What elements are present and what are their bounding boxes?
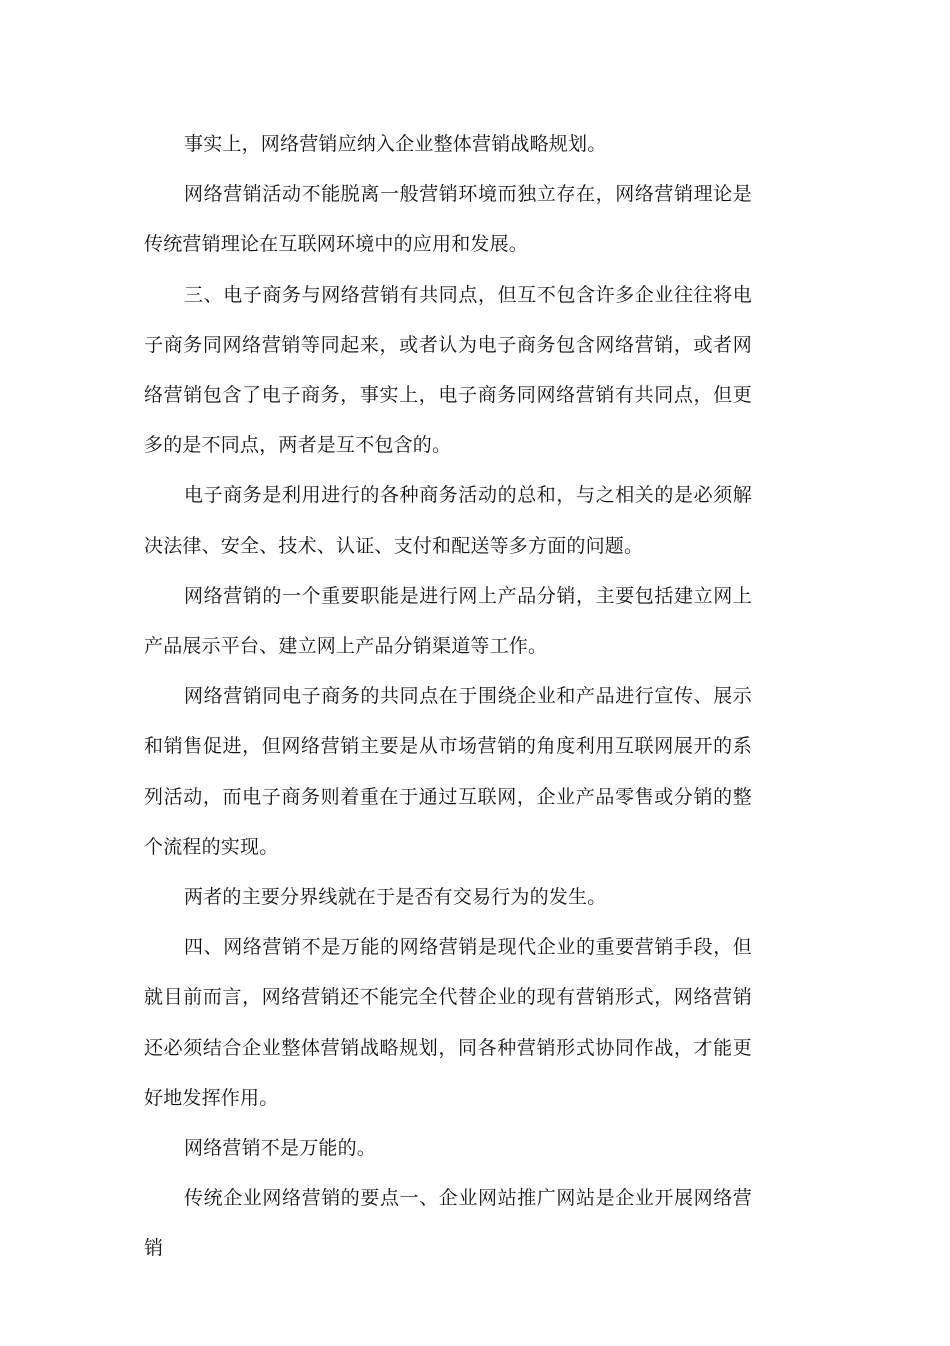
paragraph: 网络营销的一个重要职能是进行网上产品分销，主要包括建立网上产品展示平台、建立网上产品分销渠道等工作。 [144,584,752,658]
paragraph: 三、电子商务与网络营销有共同点，但互不包含许多企业往往将电子商务同网络营销等同起来，或者认为电子商务包含网络营销，或者网络营销包含了电子商务，事实上，电子商务同网络营销有共同点，但更多的是不同点，两者是互不包含的。 [144,283,752,457]
paragraph: 事实上，网络营销应纳入企业整体营销战略规划。 [184,133,607,155]
document-body [144,119,752,1274]
paragraph: 网络营销活动不能脱离一般营销环境而独立存在，网络营销理论是传统营销理论在互联网环境中的应用和发展。 [144,183,752,256]
paragraph: 电子商务是利用进行的各种商务活动的总和，与之相关的是必须解决法律、安全、技术、认证、支付和配送等多方面的问题。 [144,484,752,557]
paragraph: 网络营销不是万能的。 [184,1137,377,1160]
paragraph: 传统企业网络营销的要点一、企业网站推广网站是企业开展网络营销 [144,1187,752,1260]
paragraph: 网络营销同电子商务的共同点在于围绕企业和产品进行宣传、展示和销售促进，但网络营销主要是从市场营销的角度利用互联网展开的系列活动，而电子商务则着重在于通过互联网，企业产品零售或分销的整个流程的实现。 [144,685,752,858]
paragraph: 四、网络营销不是万能的网络营销是现代企业的重要营销手段，但就目前而言，网络营销还不能完全代替企业的现有营销形式，网络营销还必须结合企业整体营销战略规划，同各种营销形式协同作战，才能更好地发挥作用。 [144,936,752,1109]
paragraph: 两者的主要分界线就在于是否有交易行为的发生。 [184,886,607,909]
